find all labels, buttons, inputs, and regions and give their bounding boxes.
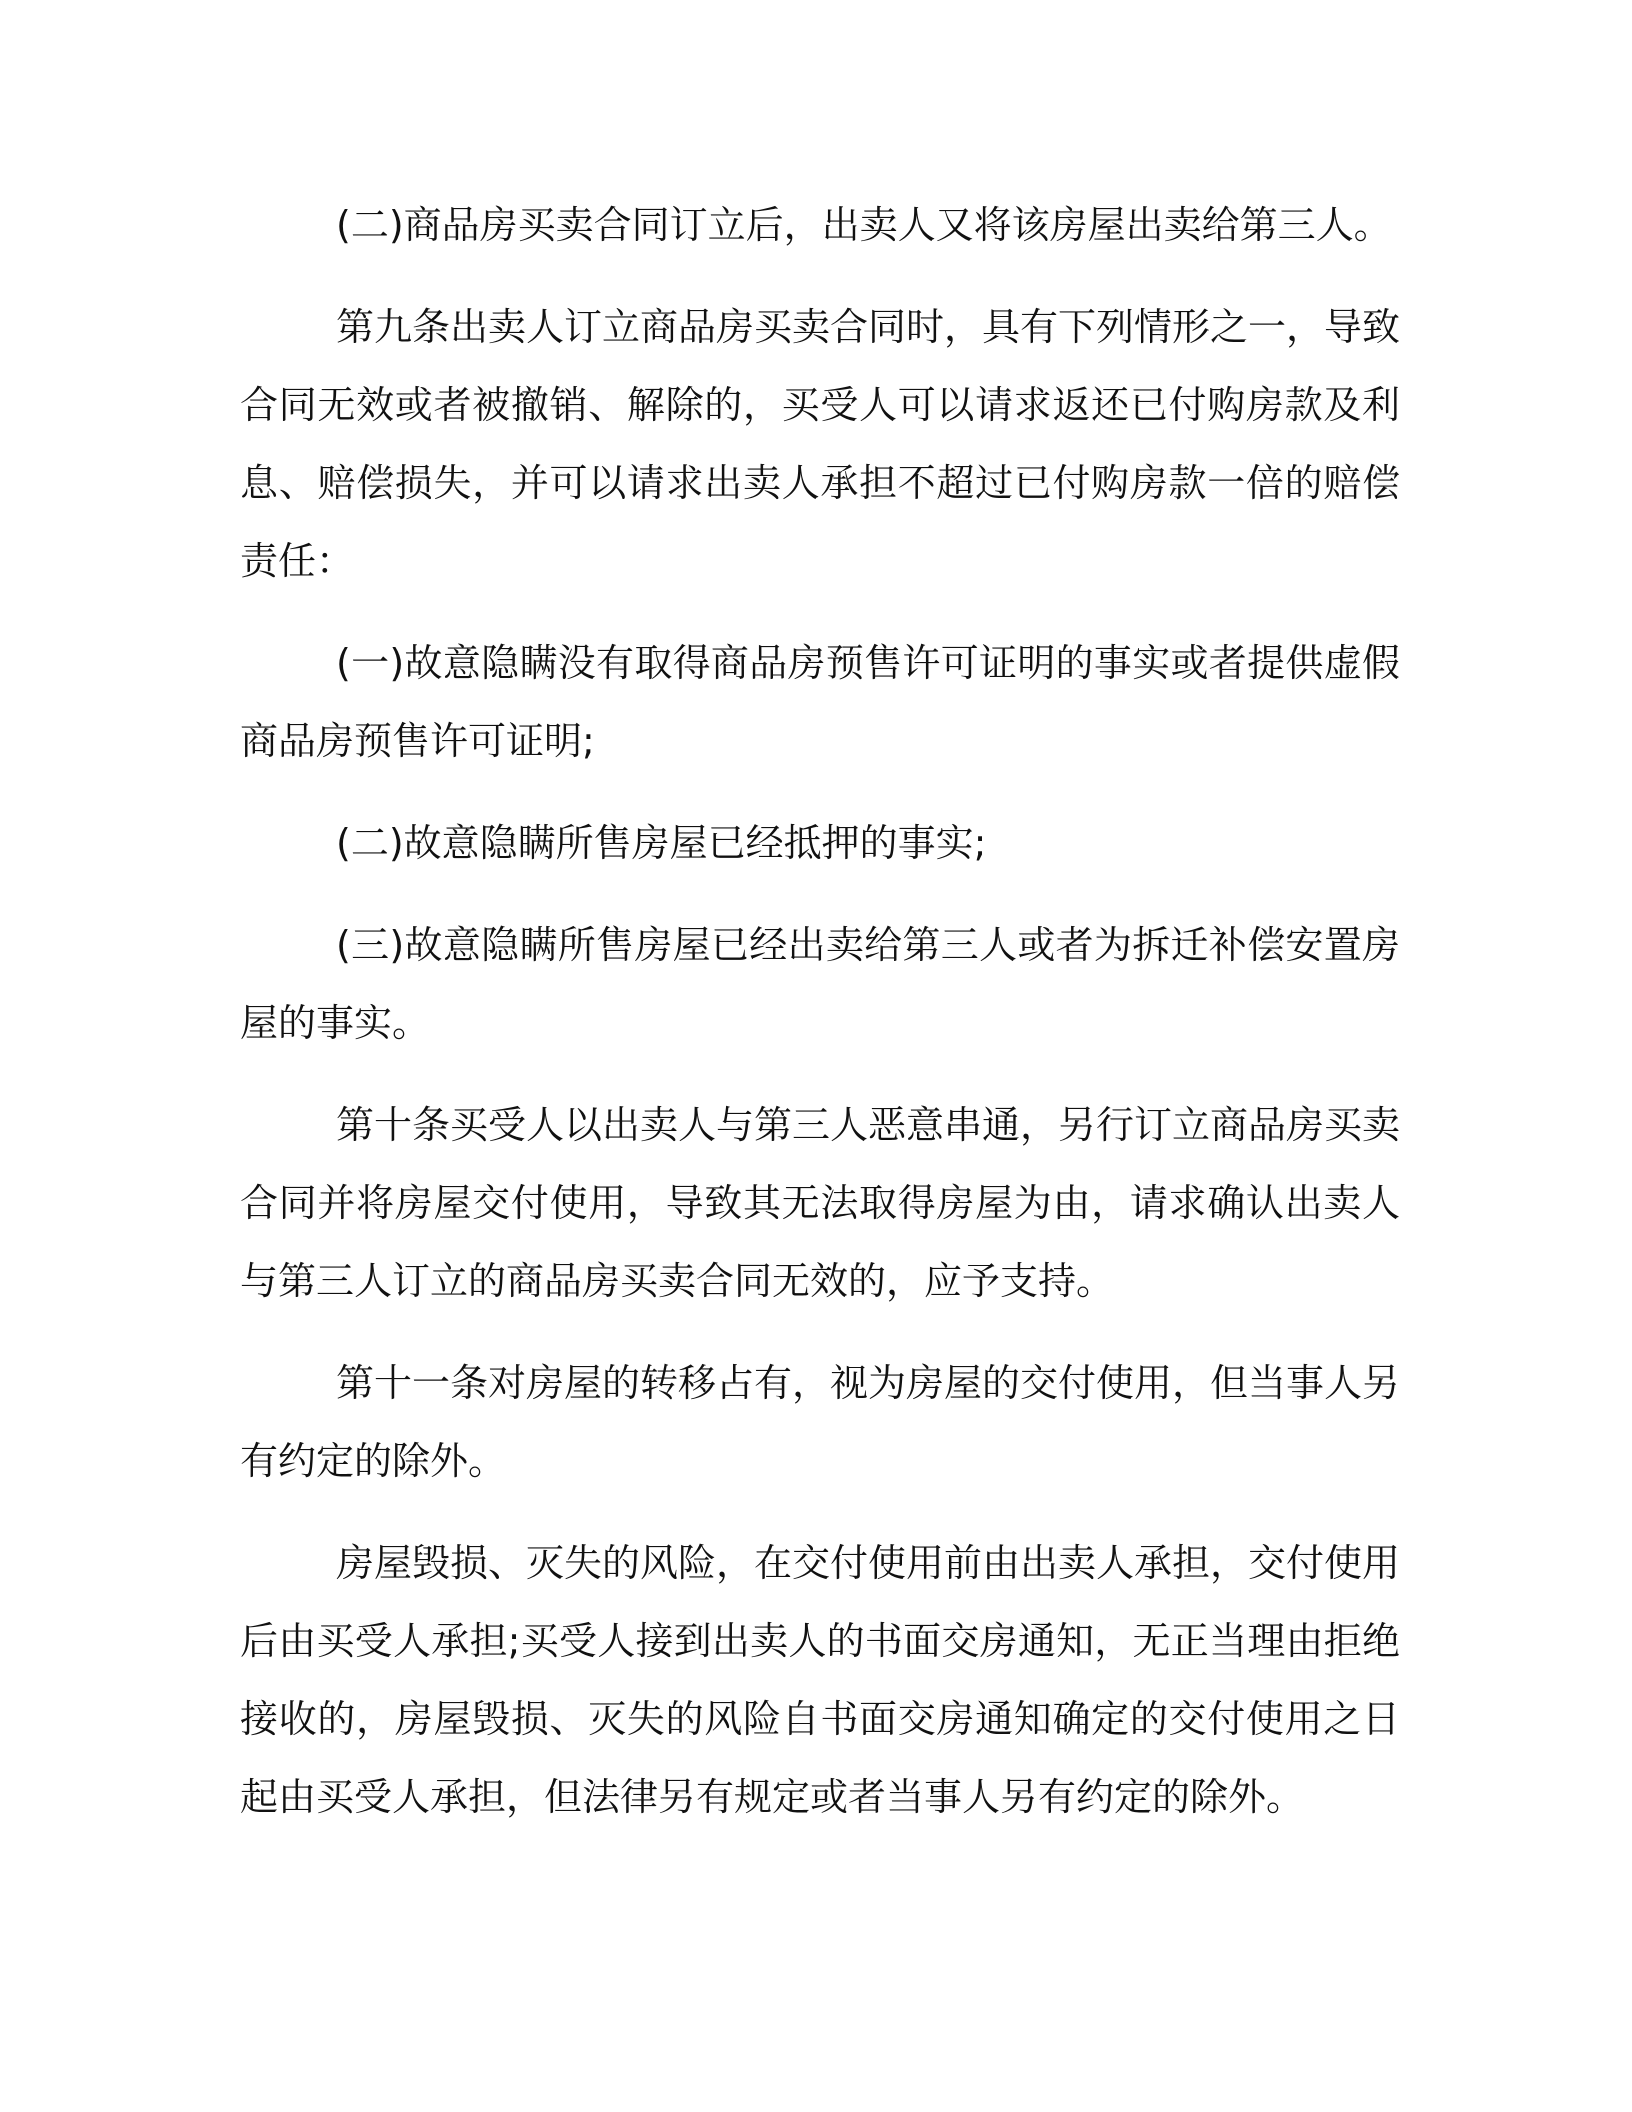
paragraph-item-1: (一)故意隐瞒没有取得商品房预售许可证明的事实或者提供虚假商品房预售许可证明; [240, 641, 1400, 763]
paragraph-item-3: (三)故意隐瞒所售房屋已经出卖给第三人或者为拆迁补偿安置房屋的事实。 [240, 923, 1400, 1045]
document-body [240, 186, 1400, 1860]
paragraph-sale-to-third-party: (二)商品房买卖合同订立后，出卖人又将该房屋出卖给第三人。 [336, 203, 1392, 247]
paragraph-article-11: 第十一条对房屋的转移占有，视为房屋的交付使用，但当事人另有约定的除外。 [240, 1361, 1401, 1483]
paragraph-item-2: (二)故意隐瞒所售房屋已经抵押的事实; [336, 821, 987, 865]
paragraph-article-10: 第十条买受人以出卖人与第三人恶意串通，另行订立商品房买卖合同并将房屋交付使用，导致其无法取得房屋为由，请求确认出卖人与第三人订立的商品房买卖合同无效的，应予支持。 [240, 1103, 1401, 1303]
paragraph-risk-transfer: 房屋毁损、灭失的风险，在交付使用前由出卖人承担，交付使用后由买受人承担;买受人接到出卖人的书面交房通知，无正当理由拒绝接收的，房屋毁损、灭失的风险自书面交房通知确定的交付使用之日起由买受人承担，但法律另有规定或者当事人另有约定的除外。 [240, 1541, 1401, 1819]
paragraph-article-9: 第九条出卖人订立商品房买卖合同时，具有下列情形之一，导致合同无效或者被撤销、解除的，买受人可以请求返还已付购房款及利息、赔偿损失，并可以请求出卖人承担不超过已付购房款一倍的赔偿责任： [240, 305, 1401, 583]
